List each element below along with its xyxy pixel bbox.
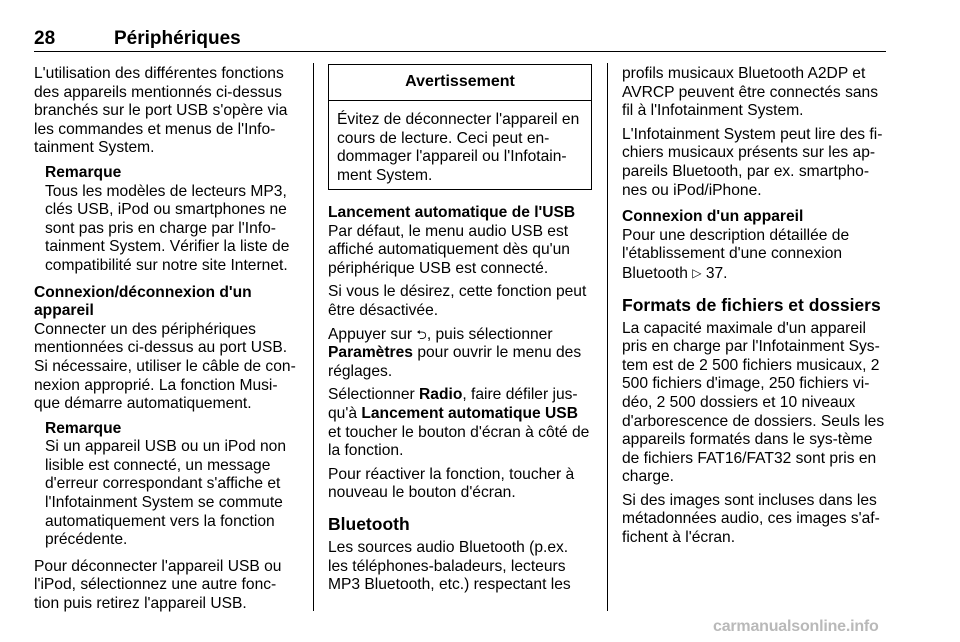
auto-launch-paragraph: Par défaut, le menu audio USB est affiché automatiquement dès qu'un périphérique USB est connecté. [328,222,570,277]
settings-label: Paramètres [328,344,413,362]
disconnect-paragraph: Pour déconnecter l'appareil USB ou l'iPod, sélectionnez une autre fonc-tion puis retirez l'appareil USB. [34,557,282,613]
reference-triangle-icon: ▷ [692,265,702,280]
page-reference[interactable]: 37. [705,264,728,282]
select-paragraph [328,386,592,460]
select-suffix: et toucher le bouton d'écran à côté de la fonction. [328,423,590,460]
intro-paragraph: L'utilisation des différentes fonctions des appareils mentionnés ci-dessus branchés sur le port USB s'opère via les commandes et menus de l'Info-tainment System. [34,65,288,157]
bluetooth-paragraph: Les sources audio Bluetooth (p.ex. les téléphones-baladeurs, lecteurs MP3 Bluetooth, etc.) respectant les [328,538,571,594]
column-divider [607,63,608,611]
press-prefix: Appuyer sur [328,325,413,343]
connect-text: Pour une description détaillée de l'établissement d'une connexion Bluetooth [622,226,850,282]
column-right [622,65,887,548]
formats-paragraph: La capacité maximale d'un appareil pris en charge par l'Infotainment Sys-tem est de 2 500 fichiers musicaux, 2 500 fichiers d'image, 250 fichiers vi-déo, 2 500 dossiers et 10 niveaux d'arborescence de dossiers. Seuls les appareils formatés dans le sys-tème de fichiers FAT16/FAT32 sont pris en charge. [622,319,885,486]
page-header [34,28,886,50]
press-suffix: pour ouvrir le menu des réglages. [328,344,582,380]
column-divider [313,63,314,611]
formats-heading: Formats de fichiers et dossiers [622,294,881,315]
select-prefix: Sélectionner [328,386,415,404]
disable-paragraph: Si vous le désirez, cette fonction peut être désactivée. [328,283,587,319]
warning-title: Avertissement [329,65,591,101]
press-paragraph [328,326,592,382]
connect-paragraph [622,227,887,284]
note-text: Si un appareil USB ou un iPod non lisible est connecté, un message d'erreur correspondant s'affiche et l'Infotainment System se commute automatiquement vers la fonction précédente. [45,438,287,549]
auto-usb-label: Lancement automatique USB [361,404,578,422]
note-title: Remarque [45,163,122,181]
header-rule [34,51,886,52]
profiles-paragraph: profils musicaux Bluetooth A2DP et AVRCP peuvent être connectés sans fil à l'Infotainment System. [622,65,879,120]
reactivate-paragraph: Pour réactiver la fonction, toucher à nouveau le bouton d'écran. [328,465,575,502]
select-middle: , faire défiler jus-qu'à [328,386,578,422]
watermark-link[interactable]: carmanualsonline.info [713,618,879,635]
images-paragraph: Si des images sont incluses dans les métadonnées audio, ces images s'af-fichent à l'écran. [622,491,880,547]
read-paragraph: L'Infotainment System peut lire des fi-chiers musicaux présents sur les ap-pareils Bluetooth, par ex. smartpho-nes ou iPod/iPhone. [622,125,883,199]
note-title: Remarque [45,419,122,437]
connection-heading: Connexion/déconnexion d'un appareil [34,283,252,320]
note-block [45,164,299,276]
auto-launch-heading: Lancement automatique de l'USB [328,204,576,221]
page-title: Périphériques [114,28,241,49]
warning-text: Évitez de déconnecter l'appareil en cours de lecture. Ceci peut en-dommager l'appareil ou l'Infotain-ment System. [337,111,580,184]
warning-box [328,64,592,190]
note-block [45,420,299,550]
connect-heading: Connexion d'un appareil [622,208,804,226]
column-left [34,65,299,614]
page-number: 28 [34,28,56,49]
bluetooth-heading: Bluetooth [328,513,410,534]
press-middle: , puis sélectionner [426,325,553,343]
connection-paragraph: Connecter un des périphériques mentionnées ci-dessus au port USB. Si nécessaire, utiliser le câble de con-nexion approprié. La fonction Musi-que démarre automatiquement. [34,320,296,413]
note-text: Tous les modèles de lecteurs MP3, clés USB, iPod ou smartphones ne sont pas pris en charge par l'Info-tainment System. Vérifier la liste de compatibilité sur notre site Internet. [45,182,290,274]
radio-label: Radio [419,386,463,404]
column-middle [328,64,592,595]
back-arrow-icon: ⮌ [416,326,427,342]
